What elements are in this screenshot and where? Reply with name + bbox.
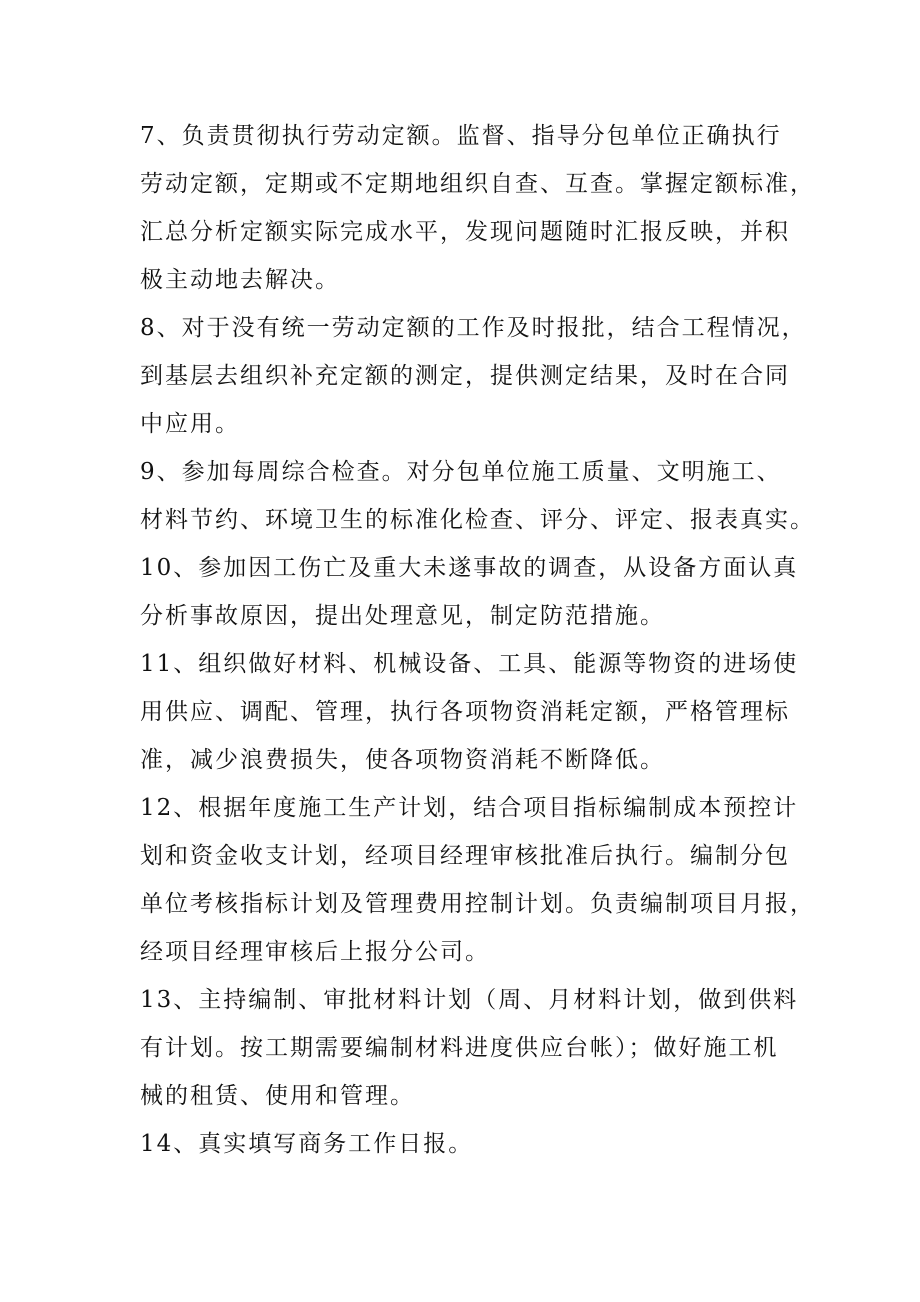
text-line: 14、真实填写商务工作日报。 (140, 1131, 474, 1157)
text-line: 经项目经理审核后上报分公司。 (140, 939, 490, 965)
text-line: 用供应、调配、管理，执行各项物资消耗定额，严格管理标 (140, 699, 790, 725)
text-line: 8、对于没有统一劳动定额的工作及时报批，结合工程情况， (140, 315, 807, 341)
text-line: 13、主持编制、审批材料计划（周、月材料计划，做到供料 (140, 987, 799, 1013)
list-item-8 (140, 304, 807, 448)
text-line: 有计划。按工期需要编制材料进度供应台帐）；做好施工机 (140, 1035, 779, 1061)
text-line: 到基层去组织补充定额的测定，提供测定结果，及时在合同 (140, 363, 790, 389)
text-line: 械的租赁、使用和管理。 (140, 1083, 415, 1109)
text-line: 劳动定额，定期或不定期地组织自查、互查。掌握定额标准， (140, 171, 815, 197)
list-item-11 (140, 640, 800, 784)
text-line: 11、组织做好材料、机械设备、工具、能源等物资的进场使 (140, 651, 799, 677)
text-line: 10、参加因工伤亡及重大未遂事故的调查，从设备方面认真 (140, 555, 799, 581)
text-line: 准，减少浪费损失，使各项物资消耗不断降低。 (140, 747, 665, 773)
text-line: 分析事故原因，提出处理意见，制定防范措施。 (140, 603, 665, 629)
list-item-12 (140, 784, 815, 976)
text-line: 7、负责贯彻执行劳动定额。监督、指导分包单位正确执行 (140, 123, 782, 149)
text-line: 12、根据年度施工生产计划，结合项目指标编制成本预控计 (140, 795, 799, 821)
text-line: 9、参加每周综合检查。对分包单位施工质量、文明施工、 (140, 459, 782, 485)
text-line: 汇总分析定额实际完成水平，发现问题随时汇报反映，并积 (140, 219, 790, 245)
list-item-10 (140, 544, 800, 640)
text-line: 中应用。 (140, 411, 240, 437)
list-item-14 (140, 1120, 800, 1168)
text-line: 划和资金收支计划，经项目经理审核批准后执行。编制分包 (140, 843, 790, 869)
text-line: 单位考核指标计划及管理费用控制计划。负责编制项目月报， (140, 891, 815, 917)
list-item-13 (140, 976, 800, 1120)
list-item-7 (140, 112, 815, 304)
list-item-9 (140, 448, 815, 544)
document-body (140, 112, 815, 1168)
text-line: 材料节约、环境卫生的标准化检查、评分、评定、报表真实。 (140, 507, 815, 533)
text-line: 极主动地去解决。 (140, 267, 340, 293)
